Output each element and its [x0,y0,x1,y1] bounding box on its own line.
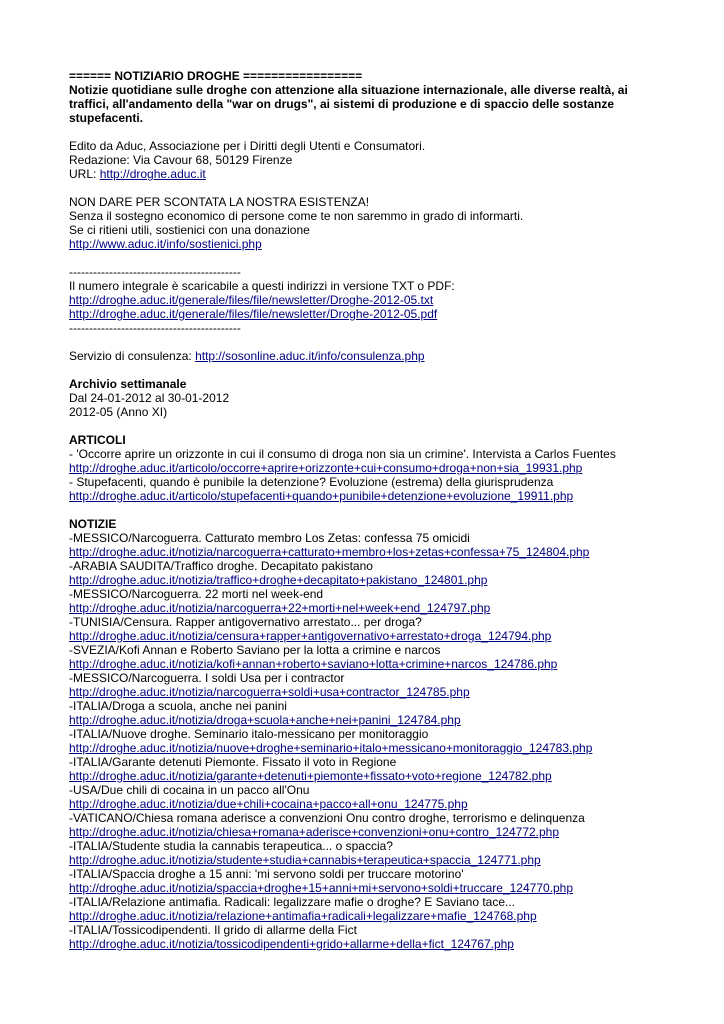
news-item-link[interactable]: http://droghe.aduc.it/notizia/traffico+droghe+decapitato+pakistano_124801.php [69,573,488,587]
news-item-text: -ITALIA/Garante detenuti Piemonte. Fissato il voto in Regione [69,755,397,769]
consulting-row [69,349,669,363]
news-item-link[interactable]: http://droghe.aduc.it/notizia/droga+scuola+anche+nei+panini_124784.php [69,713,461,727]
archive-issue: 2012-05 (Anno XI) [69,405,168,419]
newsletter-header [69,69,669,125]
spacer [69,125,669,139]
support-headline: NON DARE PER SCONTATA LA NOSTRA ESISTENZA! [69,195,370,209]
news-item-text: -SVEZIA/Kofi Annan e Roberto Saviano per la lotta a crimine e narcos [69,643,441,657]
spacer [69,503,669,517]
spacer [69,419,669,433]
news-item-text: -ITALIA/Droga a scuola, anche nei panini [69,699,287,713]
news-item-link[interactable]: http://droghe.aduc.it/notizia/censura+rapper+antigovernativo+arrestato+droga_124794.php [69,629,552,643]
consulting-link[interactable]: http://sosonline.aduc.it/info/consulenza.php [195,349,425,363]
news-section [69,517,669,951]
news-item-text: -MESSICO/Narcoguerra. Catturato membro Los Zetas: confessa 75 omicidi [69,531,470,545]
spacer [69,363,669,377]
publisher-info [69,139,669,181]
archive-title: Archivio settimanale [69,377,187,391]
news-item-text: -ITALIA/Tossicodipendenti. Il grido di allarme della Fict [69,923,357,937]
news-item-text: -USA/Due chili di cocaina in un pacco all'Onu [69,783,310,797]
support-section [69,195,669,251]
news-item-link[interactable]: http://droghe.aduc.it/notizia/narcoguerra+22+morti+nel+week+end_124797.php [69,601,491,615]
news-item-link[interactable]: http://droghe.aduc.it/notizia/relazione+antimafia+radicali+legalizzare+mafie_124768.php [69,909,537,923]
news-item-link[interactable]: http://droghe.aduc.it/notizia/garante+detenuti+piemonte+fissato+voto+regione_124782.php [69,769,552,783]
publisher-url-label: URL: [69,167,100,181]
news-item-text: -ITALIA/Spaccia droghe a 15 anni: 'mi servono soldi per truccare motorino' [69,867,464,881]
article-link[interactable]: http://droghe.aduc.it/articolo/stupefacenti+quando+punibile+detenzione+evoluzione_19911.php [69,489,574,503]
archive-section [69,377,669,419]
news-item-text: -VATICANO/Chiesa romana aderisce a convenzioni Onu contro droghe, terrorismo e delinquenza [69,811,585,825]
articles-title: ARTICOLI [69,433,126,447]
publisher-url-row [69,167,669,181]
archive-range: Dal 24-01-2012 al 30-01-2012 [69,391,230,405]
support-text-1: Senza il sostegno economico di persone come te non saremmo in grado di informarti. [69,209,524,223]
news-item-link[interactable]: http://droghe.aduc.it/notizia/kofi+annan+roberto+saviano+lotta+crimine+narcos_124786.php [69,657,558,671]
support-donation-link[interactable]: http://www.aduc.it/info/sostienici.php [69,237,262,251]
newsletter-subtitle-line-3: stupefacenti. [69,111,144,125]
news-item-link[interactable]: http://droghe.aduc.it/notizia/nuove+droghe+seminario+italo+messicano+monitoraggio_124783.php [69,741,593,755]
news-item-text: -TUNISIA/Censura. Rapper antigovernativo arrestato... per droga? [69,615,422,629]
news-item-text: -MESSICO/Narcoguerra. I soldi Usa per i contractor [69,671,345,685]
spacer [69,335,669,349]
spacer [69,251,669,265]
news-item-link[interactable]: http://droghe.aduc.it/notizia/studente+studia+cannabis+terapeutica+spaccia_124771.php [69,853,541,867]
news-item-link[interactable]: http://droghe.aduc.it/notizia/spaccia+droghe+15+anni+mi+servono+soldi+truccare_124770.php [69,881,574,895]
article-text: - 'Occorre aprire un orizzonte in cui il consumo di droga non sia un crimine'. Intervista a Carlos Fuentes [69,447,616,461]
publisher-url-link[interactable]: http://droghe.aduc.it [99,167,206,181]
separator-line: ------------------------------------------- [69,321,241,335]
news-title: NOTIZIE [69,517,117,531]
news-item-link[interactable]: http://droghe.aduc.it/notizia/narcoguerra+soldi+usa+contractor_124785.php [69,685,470,699]
article-text: - Stupefacenti, quando è punibile la detenzione? Evoluzione (estrema) della giurisprudenza [69,475,554,489]
news-item-text: -ITALIA/Studente studia la cannabis terapeutica... o spaccia? [69,839,393,853]
news-item-text: -ARABIA SAUDITA/Traffico droghe. Decapitato pakistano [69,559,373,573]
consulting-label: Servizio di consulenza: [69,349,196,363]
article-link[interactable]: http://droghe.aduc.it/articolo/occorre+aprire+orizzonte+cui+consumo+droga+non+sia_19931.php [69,461,583,475]
news-item-link[interactable]: http://droghe.aduc.it/notizia/narcoguerra+catturato+membro+los+zetas+confessa+75_124804.php [69,545,590,559]
newsletter-page [69,69,669,951]
news-item-link[interactable]: http://droghe.aduc.it/notizia/tossicodipendenti+grido+allarme+della+fict_124767.php [69,937,514,951]
publisher-edited-by: Edito da Aduc, Associazione per i Diritti degli Utenti e Consumatori. [69,139,426,153]
publisher-address: Redazione: Via Cavour 68, 50129 Firenze [69,153,293,167]
newsletter-subtitle-line-2: traffici, all'andamento della "war on drugs", ai sistemi di produzione e di spaccio delle sostanze [69,97,615,111]
news-item-link[interactable]: http://droghe.aduc.it/notizia/due+chili+cocaina+pacco+all+onu_124775.php [69,797,468,811]
downloads-section [69,265,669,335]
download-txt-link[interactable]: http://droghe.aduc.it/generale/files/file/newsletter/Droghe-2012-05.txt [69,293,434,307]
articles-section [69,433,669,503]
news-item-text: -MESSICO/Narcoguerra. 22 morti nel week-end [69,587,324,601]
support-text-2: Se ci ritieni utili, sostienici con una donazione [69,223,310,237]
download-pdf-link[interactable]: http://droghe.aduc.it/generale/files/file/newsletter/Droghe-2012-05.pdf [69,307,438,321]
news-item-text: -ITALIA/Relazione antimafia. Radicali: legalizzare mafie o droghe? E Saviano tace... [69,895,516,909]
news-item-text: -ITALIA/Nuove droghe. Seminario italo-messicano per monitoraggio [69,727,429,741]
newsletter-title: ====== NOTIZIARIO DROGHE ================= [69,69,363,83]
downloads-intro: Il numero integrale è scaricabile a questi indirizzi in versione TXT o PDF: [69,279,455,293]
separator-line: ------------------------------------------- [69,265,241,279]
spacer [69,181,669,195]
news-item-link[interactable]: http://droghe.aduc.it/notizia/chiesa+romana+aderisce+convenzioni+onu+contro_124772.php [69,825,560,839]
newsletter-subtitle-line-1: Notizie quotidiane sulle droghe con attenzione alla situazione internazionale, alle diverse realtà, ai [69,83,628,97]
